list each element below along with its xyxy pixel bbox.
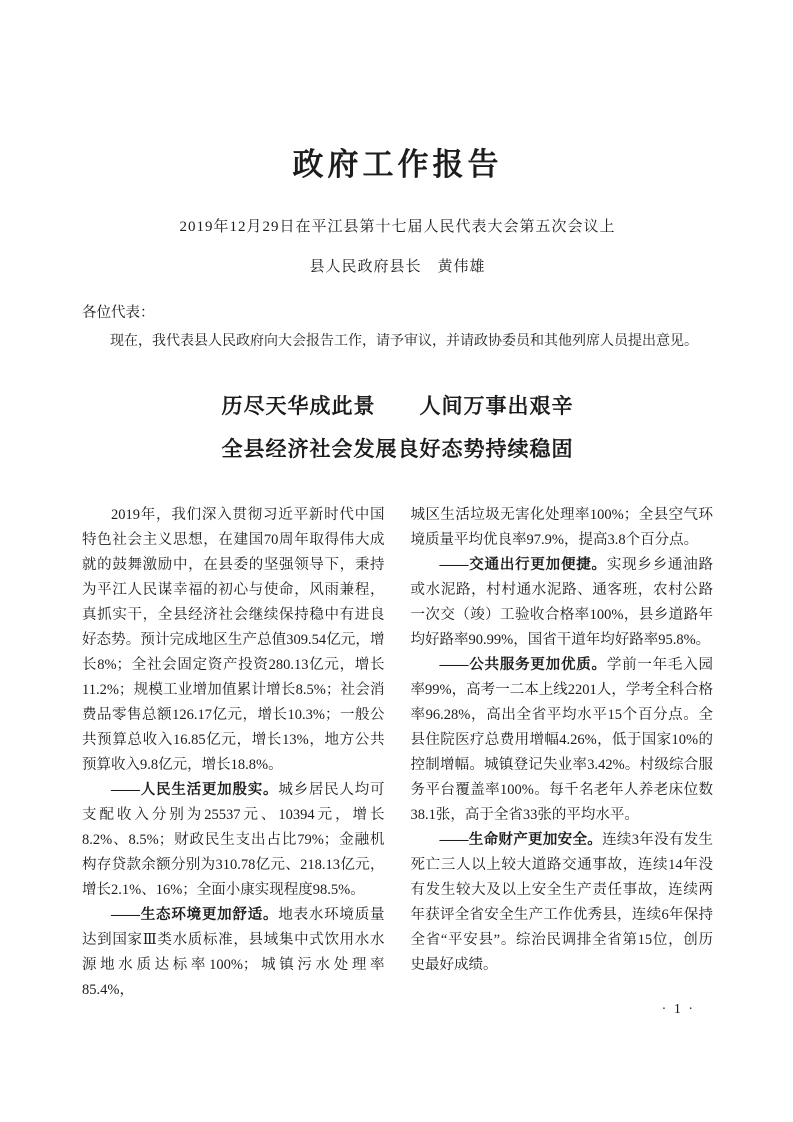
opening-paragraph: 现在，我代表县人民政府向大会报告工作，请予审议，并请政协委员和其他列席人员提出意见。 <box>110 334 698 350</box>
paragraph-text: 城乡居民人均可支配收入分别为25537元、10394元，增长8.2%、8.5%；财政民生支出占比79%；金融机构存贷款余额分别为310.78亿元、218.13亿元，增长2.1%、16%；全面小康实现程度98.5%。 <box>82 781 385 898</box>
paragraph-transport <box>411 553 714 653</box>
paragraph-text: 城区生活垃圾无害化处理率100%；全县空气环境质量平均优良率97.9%，提高3.8个百分点。 <box>410 506 713 548</box>
paragraph-intro <box>82 503 385 778</box>
left-column <box>82 503 385 1003</box>
page-title: 政府工作报告 <box>292 147 503 182</box>
page-number: · 1 · <box>661 1002 695 1017</box>
paragraph-people-life <box>82 778 385 903</box>
paragraph-ecology-continued <box>411 503 714 553</box>
speaker-subtitle: 县人民政府县长 黄伟雄 <box>309 259 486 276</box>
paragraph-text: 2019年，我们深入贯彻习近平新时代中国特色社会主义思想，在建国70周年取得伟大成就的鼓舞激励中，在县委的坚强领导下，秉持为平江人民谋幸福的初心与使命，风雨兼程，真抓实干，全县经济社会继续保持稳中有进良好态势。预计完成地区生产总值309.54亿元，增长8%；全社会固定资产投资280.13亿元，增长11.2%；规模工业增加值累计增长8.5%；社会消费品零售总额126.17亿元，增长10.3%；一般公共预算总收入16.85亿元，增长13%，地方公共预算收入9.8亿元，增长18.8%。 <box>82 506 385 773</box>
paragraph-lead: ——公共服务更加优质。 <box>439 656 607 673</box>
two-column-body <box>82 503 713 1003</box>
paragraph-ecology <box>82 903 385 1003</box>
right-column <box>411 503 714 1003</box>
paragraph-lead: ——人民生活更加殷实。 <box>111 781 279 798</box>
paragraph-text: 学前一年毛入园率99%，高考一二本上线2201人，学考全科合格率96.28%，高出全省平均水平15个百分点。全县住院医疗总费用增幅4.26%，低于国家10%的控制增幅。城镇登记失业率3.42%。村级综合服务平台覆盖率100%。每千名老年人养老床位数38.1张，高于全省33张的平均水平。 <box>410 656 713 823</box>
section-heading-line1: 历尽天华成此景 人间万事出艰辛 <box>221 394 574 419</box>
paragraph-public-service <box>411 653 714 828</box>
salutation: 各位代表： <box>82 305 155 322</box>
section-heading-line2: 全县经济社会发展良好态势持续稳固 <box>221 436 574 461</box>
paragraph-lead: ——生命财产更加安全。 <box>439 831 603 848</box>
paragraph-lead: ——生态环境更加舒适。 <box>111 906 279 923</box>
paragraph-text: 地表水环境质量达到国家Ⅲ类水质标准，县域集中式饮用水水源地水质达标率100%；城镇污水处理率85.4%， <box>82 906 385 998</box>
paragraph-safety <box>411 828 714 978</box>
paragraph-text: 连续3年没有发生死亡三人以上较大道路交通事故，连续14年没有发生较大及以上安全生产责任事故，连续两年获评全省安全生产工作优秀县，连续6年保持全省“平安县”。综治民调排全省第15位，创历史最好成绩。 <box>410 831 714 973</box>
paragraph-lead: ——交通出行更加便捷。 <box>439 556 607 573</box>
meeting-subtitle: 2019年12月29日在平江县第十七届人民代表大会第五次会议上 <box>179 219 616 236</box>
paragraph-text: 实现乡乡通油路或水泥路，村村通水泥路、通客班，农村公路一次交（竣）工验收合格率100%，县乡道路年均好路率90.99%，国省干道年均好路率95.8%。 <box>410 556 713 648</box>
